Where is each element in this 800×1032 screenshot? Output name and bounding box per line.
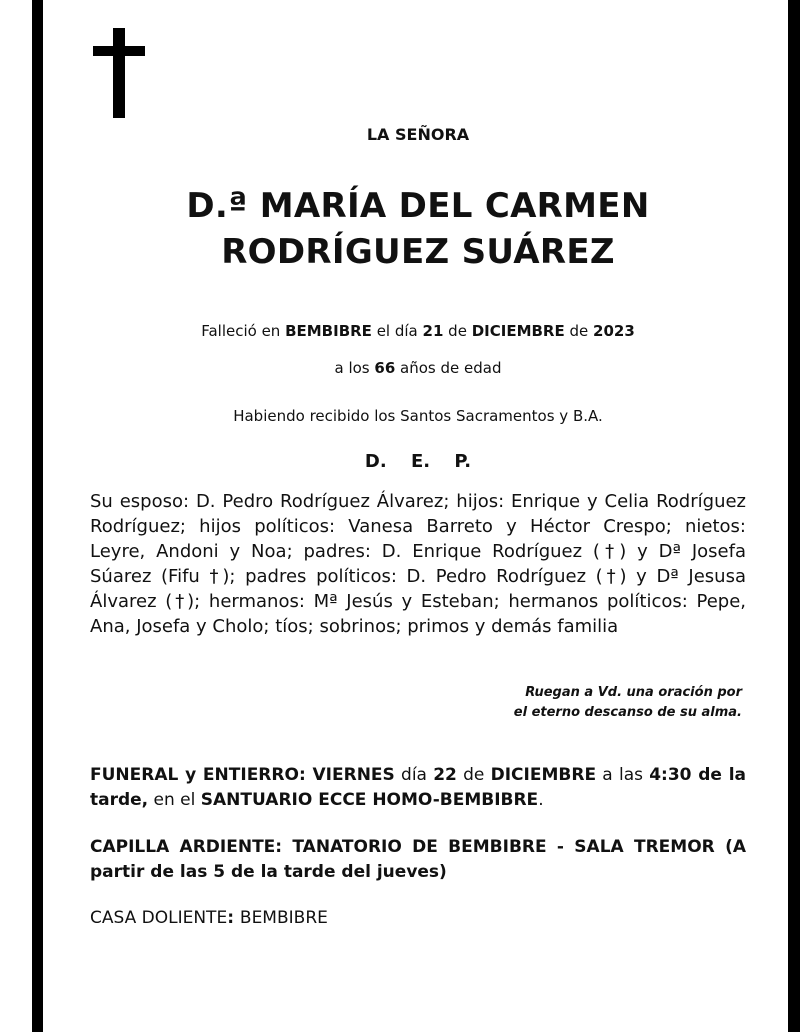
deceased-name	[90, 183, 746, 275]
prayer-text	[442, 683, 742, 723]
salutation: LA SEÑORA	[366, 125, 470, 144]
dep-text: D. E. P.	[364, 451, 472, 472]
house-info: CASA DOLIENTE: BEMBIBRE	[90, 908, 328, 928]
prayer-line-2: el eterno descanso de su alma.	[513, 705, 742, 720]
death-day: 21	[422, 322, 444, 340]
name-line-2: RODRÍGUEZ SUÁREZ	[221, 232, 615, 272]
chapel-info: CAPILLA ARDIENTE: TANATORIO DE BEMBIBRE - SALA TREMOR (A partir de las 5 de la tarde del jueves)	[90, 837, 746, 882]
left-border	[32, 0, 43, 1032]
age-years: 66	[374, 359, 396, 377]
death-year: 2023	[593, 322, 635, 340]
prayer-line-1: Ruegan a Vd. una oración por	[525, 685, 742, 700]
funeral-info: FUNERAL y ENTIERRO: VIERNES día 22 de DICIEMBRE a las 4:30 de la tarde, en el SANTUARIO ECCE HOMO-BEMBIBRE.	[90, 765, 747, 810]
age-info: a los 66 años de edad	[334, 359, 502, 377]
cross-icon	[93, 28, 145, 118]
death-month: DICIEMBRE	[471, 322, 565, 340]
death-info: Falleció en BEMBIBRE el día 21 de DICIEMBRE de 2023	[201, 322, 635, 340]
name-line-1: D.ª MARÍA DEL CARMEN	[186, 186, 650, 226]
death-place: BEMBIBRE	[285, 322, 372, 340]
family-text: Su esposo: D. Pedro Rodríguez Álvarez; hijos: Enrique y Celia Rodríguez Rodríguez; hijos políticos: Vanesa Barreto y Héctor Crespo; nietos: Leyre, Andoni y Noa; padres: D. Enrique Rodríguez (†) y Dª Josefa Súarez (Fifu †); padres políticos: D. Pedro Rodríguez (†) y Dª Jesusa Álvarez (†); hermanos: Mª Jesús y Esteban; hermanos políticos: Pepe, Ana, Josefa y Cholo; tíos; sobrinos; primos y demás familia	[90, 491, 746, 637]
right-border	[788, 0, 800, 1032]
sacraments-text: Habiendo recibido los Santos Sacramentos y B.A.	[233, 407, 603, 425]
